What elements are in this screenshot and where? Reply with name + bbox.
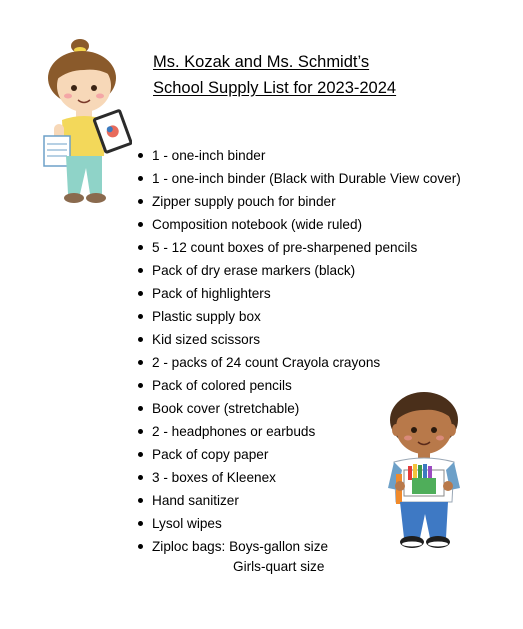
list-item-text: Book cover (stretchable) (152, 401, 300, 416)
bullet-icon (138, 452, 143, 457)
bullet-icon (138, 291, 143, 296)
list-item-text: Kid sized scissors (152, 332, 261, 347)
list-item-text: 2 - headphones or earbuds (152, 424, 316, 439)
list-item-text: Ziploc bags: Boys-gallon size (152, 539, 329, 554)
page-title-line-2: School Supply List for 2023-2024 (153, 79, 397, 97)
list-item-text: Pack of colored pencils (152, 378, 292, 393)
bullet-icon (138, 475, 143, 480)
bullet-icon (138, 544, 143, 549)
list-item (138, 236, 518, 259)
list-item-text: Pack of dry erase markers (black) (152, 263, 356, 278)
bullet-icon (138, 199, 143, 204)
bullet-icon (138, 222, 143, 227)
list-item (138, 213, 518, 236)
list-item-text: Hand sanitizer (152, 493, 239, 508)
bullet-icon (138, 360, 143, 365)
bullet-icon (138, 314, 143, 319)
bullet-icon (138, 245, 143, 250)
list-item-text: Composition notebook (wide ruled) (152, 217, 363, 232)
bullet-icon (138, 429, 143, 434)
bullet-icon (138, 406, 143, 411)
bullet-icon (138, 337, 143, 342)
list-item-text: 1 - one-inch binder (Black with Durable View cover) (152, 171, 461, 186)
list-item (138, 259, 518, 282)
bullet-icon (138, 153, 143, 158)
list-item-text: 5 - 12 count boxes of pre-sharpened pencils (152, 240, 418, 255)
list-item (138, 167, 518, 190)
list-item-text: 3 - boxes of Kleenex (152, 470, 276, 485)
bullet-icon (138, 268, 143, 273)
list-item (138, 328, 518, 351)
list-item-text: Lysol wipes (152, 516, 222, 531)
list-item-text: Plastic supply box (152, 309, 261, 324)
page-title-line-1: Ms. Kozak and Ms. Schmidt’s (153, 53, 370, 71)
list-item-text: Zipper supply pouch for binder (152, 194, 336, 209)
list-item-text: 2 - packs of 24 count Crayola crayons (152, 355, 381, 370)
bullet-icon (138, 383, 143, 388)
list-item (138, 282, 518, 305)
bullet-icon (138, 176, 143, 181)
bullet-icon (138, 498, 143, 503)
list-item-continuation: Girls-quart size (233, 559, 325, 574)
list-item (138, 190, 518, 213)
list-item (138, 351, 518, 374)
list-item (138, 305, 518, 328)
list-item-text: Pack of copy paper (152, 447, 269, 462)
list-item-text: Pack of highlighters (152, 286, 271, 301)
list-item-text: 1 - one-inch binder (152, 148, 266, 163)
list-item (138, 144, 518, 167)
bullet-icon (138, 521, 143, 526)
girl-student-illustration (32, 36, 132, 206)
boy-student-illustration (378, 390, 470, 552)
